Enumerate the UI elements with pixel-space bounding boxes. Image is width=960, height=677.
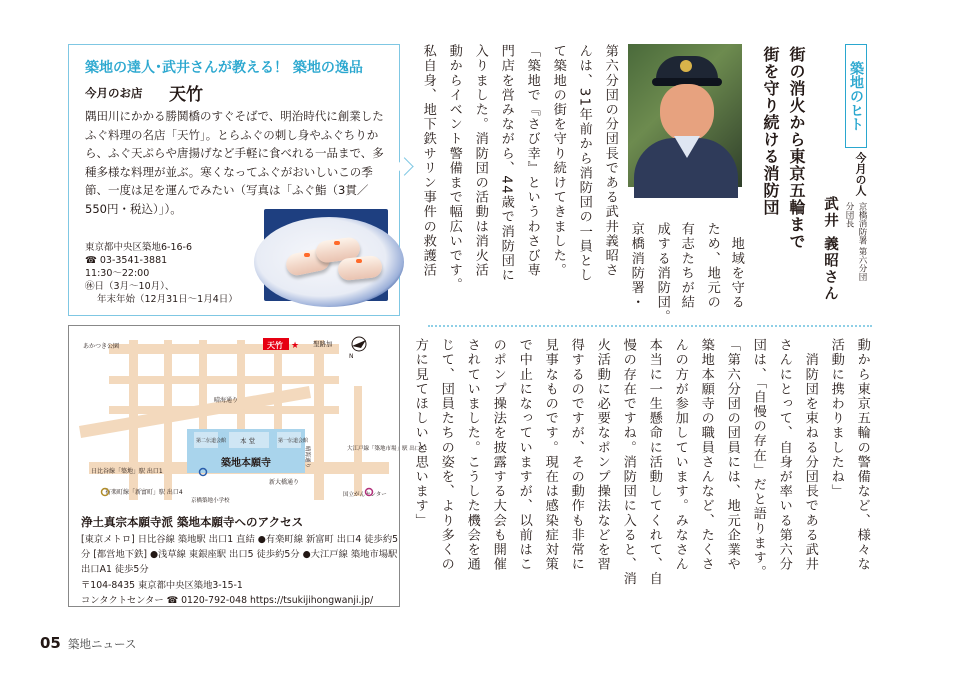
map-label-hondo: 本 堂 (240, 437, 256, 445)
person-name: 武井 義昭さん (822, 196, 838, 303)
article-column: 有志たちが結 (678, 222, 694, 310)
map-label-cancer: 国立がんセンター (343, 492, 387, 498)
article-column: 得するのですが、その動作も非常に (568, 338, 584, 572)
access-line: 分 [都営地下鉄] ●浅草線 東銀座駅 出口5 徒歩約5分 ●大江戸線 築地市場駅 (81, 549, 398, 561)
article-column: 京橋消防署・ (628, 222, 644, 310)
map-label-dai1: 第一伝道会館 (278, 438, 309, 444)
article-column: 活動に携わりましたね」 (828, 338, 844, 499)
role-line-2: 分団長 (844, 202, 854, 228)
article-column: んの方が参加しています。みなさん (672, 338, 688, 572)
map-label-akatsuki: あかつき公園 (83, 343, 120, 350)
article-column: 「第六分団の団員には、地元企業や (724, 338, 740, 572)
article-column: 築地本願寺の職員さんなど、たくさ (698, 338, 714, 572)
map-label-harumi-dori: 晴海通り (304, 446, 310, 469)
article-column: 第六分団の分団長である武井義昭さ (602, 44, 618, 278)
headline-1: 街の消火から東京五輪まで (787, 46, 806, 250)
map-label-shinnon: 新大橋通り (269, 479, 300, 486)
article-column: さんにとって、自身が率いる第六分 (776, 338, 792, 572)
article-column: 見事なものです。現在は感染症対策 (542, 338, 558, 572)
map-label-seiroka: 聖路加 (313, 340, 333, 348)
section-tag: 築地のヒト (845, 44, 867, 148)
shop-closed: ㊡日（3月～10月）、 (85, 281, 175, 292)
map-label-jodo: 築地本願寺 (221, 458, 271, 469)
map-label-yurakucho: 有楽町線「新富町」駅 出口4 (105, 489, 183, 496)
map-label-harumi: 晴海通り (214, 397, 239, 404)
access-line: 出口A1 徒歩5分 (81, 564, 149, 576)
article-column: 門店を営みながら、44歳で消防団に (498, 44, 514, 283)
article-column: で中止になっていますが、以前はこ (516, 338, 532, 572)
access-title: 浄土真宗本願寺派 築地本願寺へのアクセス (81, 515, 304, 529)
article-column: のポンプ操法を披露する大会も開催 (490, 338, 506, 572)
article-column: 火活動に必要なポンプ操法などを習 (594, 338, 610, 572)
article-column: 「築地で『さび幸』というわさび専 (524, 44, 540, 278)
shop-hours: 11:30～22:00 (85, 268, 150, 279)
shop-description: 隅田川にかかる勝鬨橋のすぐそばで、明治時代に創業したふぐ料理の名店「天竹」。とらふぐの刺し身やふぐちりから、ふぐ天ぷらや唐揚げなど手軽に食べれる一品まで、多種多様な料理が並ぶ。寒くなってふぐがおいしいこの季節、一度は足を運んでみたい（写真は「ふぐ鮨（3貫／550円・税込）」）。 (85, 109, 384, 216)
shop-box-subtitle: 今月のお店 (85, 86, 143, 100)
article-column: て築地の街を守り続けてきました。 (550, 44, 566, 278)
article-column: 入りました。消防団の活動は消火活 (472, 44, 488, 278)
article-column: 団は、「自慢の存在」だと語ります。 (750, 338, 766, 580)
map-label-oedo: 大江戸線「築地市場」駅 出口A1 (347, 446, 428, 452)
role-line-1: 京橋消防署 第六分団 (857, 202, 867, 282)
article-column: 慢の存在ですね。消防団に入ると、消 (620, 338, 636, 587)
article-column: 私自身、地下鉄サリン事件の救護活 (420, 44, 436, 278)
access-line: 〒104-8435 東京都中央区築地3-15-1 (81, 579, 243, 591)
publication-title: 築地ニュース (68, 637, 137, 651)
portrait-photo (628, 44, 742, 187)
article-column: 成する消防団。 (654, 222, 670, 325)
map-label-hibiya: 日比谷線「築地」駅 出口1 (91, 468, 163, 475)
section-divider (428, 325, 872, 327)
shop-phone: ☎ 03-3541-3881 (85, 255, 168, 266)
north-label: N (349, 353, 354, 360)
access-text (81, 532, 399, 608)
shop-name: 天竹 (169, 85, 203, 105)
map-label-dai2: 第二伝道会館 (196, 438, 227, 444)
article-column: 地域を守る (728, 222, 744, 310)
map-shop-label: 天竹 (267, 341, 283, 350)
article-column: されていました。こうした機会を通 (464, 338, 480, 572)
shop-details (85, 241, 265, 306)
shop-box-title: 築地の達人･武井さんが教える！ 築地の逸品 (85, 60, 363, 76)
svg-text:★: ★ (291, 341, 300, 351)
label-month: 今月の人 (854, 152, 867, 196)
sushi-photo (264, 209, 388, 301)
article-column: 動からイベント警備まで幅広いです。 (446, 44, 462, 293)
map-label-school: 京橋築地小学校 (191, 498, 230, 504)
headline-2: 街を守り続ける消防団 (761, 46, 780, 216)
article-column: んは、31年前から消防団の一員とし (576, 44, 592, 283)
access-line: [東京メトロ] 日比谷線 築地駅 出口1 直結 ●有楽町線 新富町 出口4 徒歩約5 (81, 534, 399, 545)
article-column: 動から東京五輪の警備など、様々な (854, 338, 870, 572)
access-line: コンタクトセンター ☎ 0120-792-048 https://tsukijihongwanji.jp/ (81, 594, 374, 606)
article-column: ため、地元の (704, 222, 720, 310)
article-column: じて、団員たちの姿を、より多くの (438, 338, 454, 572)
shop-address: 東京都中央区築地6-16-6 (85, 242, 193, 253)
page-number: 05 (40, 634, 61, 652)
article-column: 方に見てほしいと思います」 (412, 338, 428, 528)
article-column: 消防団を束ねる分団長である武井 (802, 338, 818, 572)
article-column: 本当に一生懸命に活動してくれて、自 (646, 338, 662, 587)
shop-closed-holiday: 年末年始（12月31日～1月4日） (97, 294, 238, 305)
